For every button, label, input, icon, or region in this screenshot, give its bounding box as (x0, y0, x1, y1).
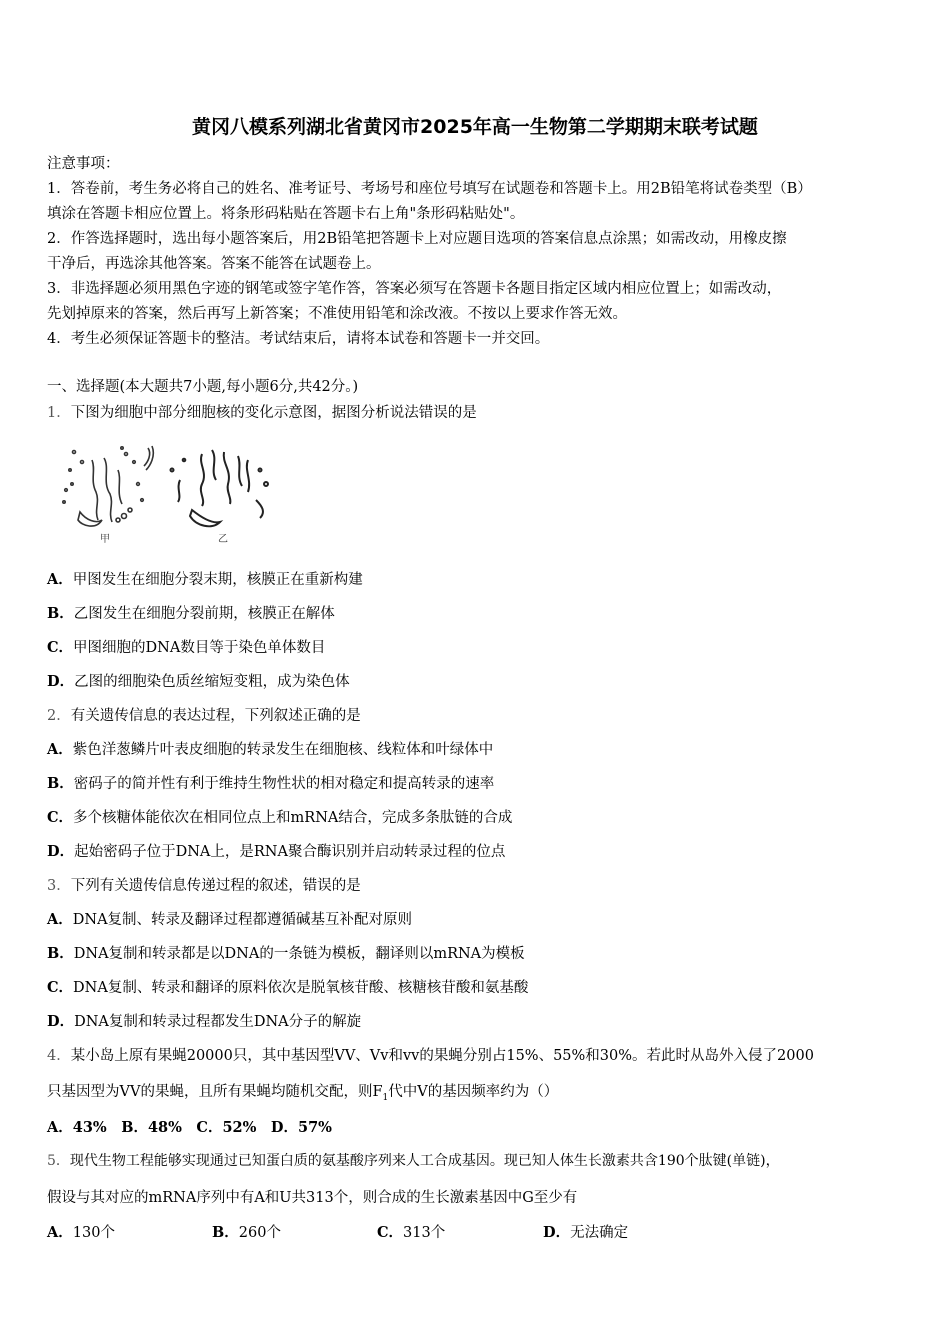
q4-options: A．43% B．48% C．52% D．57% (47, 1119, 332, 1136)
question-4-stem (47, 1044, 814, 1065)
option-key: A． (47, 1224, 73, 1241)
question-number: 4． (47, 1048, 71, 1064)
q5-option-a (47, 1221, 115, 1242)
option-text: DNA复制、转录及翻译过程都遵循碱基互补配对原则 (72, 912, 413, 928)
option-key: A． (47, 741, 73, 758)
option-key: B． (212, 1224, 239, 1241)
option-key: C． (47, 809, 74, 826)
q3-option-c (47, 976, 528, 997)
option-text: 无法确定 (570, 1225, 629, 1241)
option-text: DNA复制、转录和翻译的原料依次是脱氧核苷酸、核糖核苷酸和氨基酸 (73, 980, 529, 996)
question-number: 3． (47, 878, 71, 894)
option-key: D． (543, 1224, 571, 1241)
option-text: 多个核糖体能依次在相同位点上和mRNA结合，完成多条肽链的合成 (73, 810, 513, 826)
notes-block (47, 152, 907, 352)
q3-option-a (47, 908, 412, 929)
q5-option-b (212, 1221, 281, 1242)
option-key: D． (47, 673, 75, 690)
notes-item: 干净后，再选涂其他答案。答案不能答在试题卷上。 (47, 256, 381, 272)
q1-option-a (47, 568, 363, 589)
q2-option-c (47, 806, 512, 827)
nucleus-figure (52, 440, 282, 550)
question-number: 5． (47, 1153, 70, 1169)
notes-item: 填涂在答题卡相应位置上。将条形码粘贴在答题卡右上角"条形码粘贴处"。 (47, 206, 525, 222)
option-key: B． (47, 945, 74, 962)
option-text: 130个 (72, 1225, 115, 1241)
question-text: 下列有关遗传信息传递过程的叙述，错误的是 (70, 878, 361, 894)
q5-option-d (543, 1221, 628, 1242)
question-text: 代中V的基因频率约为（） (388, 1084, 559, 1100)
notes-item: 先划掉原来的答案，然后再写上新答案；不准使用铅笔和涂改液。不按以上要求作答无效。 (47, 306, 627, 322)
q5-option-c (377, 1221, 445, 1242)
notes-heading: 注意事项： (47, 156, 120, 172)
question-number: 2． (47, 708, 71, 724)
figure-a-image (63, 446, 154, 526)
page-title: 黄冈八模系列湖北省黄冈市2025年高一生物第二学期期末联考试题 (192, 116, 758, 138)
option-key: D． (47, 1013, 75, 1030)
option-text: 紫色洋葱鳞片叶表皮细胞的转录发生在细胞核、线粒体和叶绿体中 (72, 742, 494, 758)
question-text: 现代生物工程能够实现通过已知蛋白质的氨基酸序列来人工合成基因。现已知人体生长激素共含190个肽键(单链)， (69, 1153, 780, 1169)
question-3-stem (47, 874, 361, 895)
option-key: B． (47, 605, 74, 622)
question-text: 只基因型为VV的果蝇，且所有果蝇均随机交配，则F (47, 1084, 383, 1100)
figure-b-image (171, 450, 269, 526)
option-text: 313个 (403, 1225, 446, 1241)
notes-item: 3．非选择题必须用黑色字迹的钢笔或签字笔作答，答案必须写在答题卡各题目指定区域内相应位置上；如需改动， (47, 281, 782, 297)
option-text: 乙图发生在细胞分裂前期，核膜正在解体 (73, 606, 335, 622)
notes-item: 2．作答选择题时，选出每小题答案后，用2B铅笔把答题卡上对应题目选项的答案信息点涂黑；如需改动，用橡皮擦 (47, 231, 787, 247)
question-text: 下图为细胞中部分细胞核的变化示意图，据图分析说法错误的是 (70, 405, 477, 421)
q3-option-d (47, 1010, 361, 1031)
notes-item: 4．考生必须保证答题卡的整洁。考试结束后，请将本试卷和答题卡一并交回。 (47, 331, 550, 347)
option-text: 密码子的简并性有利于维持生物性状的相对稳定和提高转录的速率 (73, 776, 495, 792)
option-text: 起始密码子位于DNA上，是RNA聚合酶识别并启动转录过程的位点 (74, 844, 506, 860)
question-5-stem-cont: 假设与其对应的mRNA序列中有A和U共313个，则合成的生长激素基因中G至少有 (47, 1190, 578, 1206)
q1-option-c (47, 636, 325, 657)
option-text: DNA复制和转录都是以DNA的一条链为模板，翻译则以mRNA为模板 (73, 946, 525, 962)
option-key: C． (47, 639, 74, 656)
option-text: 甲图细胞的DNA数目等于染色单体数目 (73, 640, 326, 656)
question-2-stem (47, 704, 361, 725)
q2-option-d (47, 840, 505, 861)
option-key: B． (47, 775, 74, 792)
option-text: DNA复制和转录过程都发生DNA分子的解旋 (74, 1014, 362, 1030)
notes-item: 1．答卷前，考生务必将自己的姓名、准考证号、考场号和座位号填写在试题卷和答题卡上。用2B铅笔将试卷类型（B） (47, 181, 812, 197)
question-number: 1． (47, 405, 71, 421)
subscript: 1 (382, 1092, 389, 1103)
option-key: C． (377, 1224, 404, 1241)
option-text: 乙图的细胞染色质丝缩短变粗，成为染色体 (74, 674, 350, 690)
figure-b-label: 乙 (218, 534, 228, 545)
option-key: D． (47, 843, 75, 860)
figure-a-label: 甲 (100, 534, 110, 545)
q2-option-b (47, 772, 494, 793)
q2-option-a (47, 738, 493, 759)
option-key: A． (47, 571, 73, 588)
question-4-stem-cont (47, 1080, 558, 1103)
q1-option-d (47, 670, 350, 691)
option-text: 260个 (238, 1225, 281, 1241)
q1-option-b (47, 602, 335, 623)
section-heading: 一、选择题(本大题共7小题,每小题6分,共42分。) (47, 379, 359, 395)
question-1-stem (47, 401, 477, 422)
option-key: C． (47, 979, 74, 996)
option-text: 甲图发生在细胞分裂末期，核膜正在重新构建 (72, 572, 363, 588)
question-text: 有关遗传信息的表达过程，下列叙述正确的是 (70, 708, 361, 724)
question-text: 某小岛上原有果蝇20000只，其中基因型VV、Vv和vv的果蝇分别占15%、55%和30%。若此时从岛外入侵了2000 (70, 1048, 814, 1064)
q3-option-b (47, 942, 525, 963)
option-key: A． (47, 911, 73, 928)
question-5-stem (47, 1150, 780, 1170)
